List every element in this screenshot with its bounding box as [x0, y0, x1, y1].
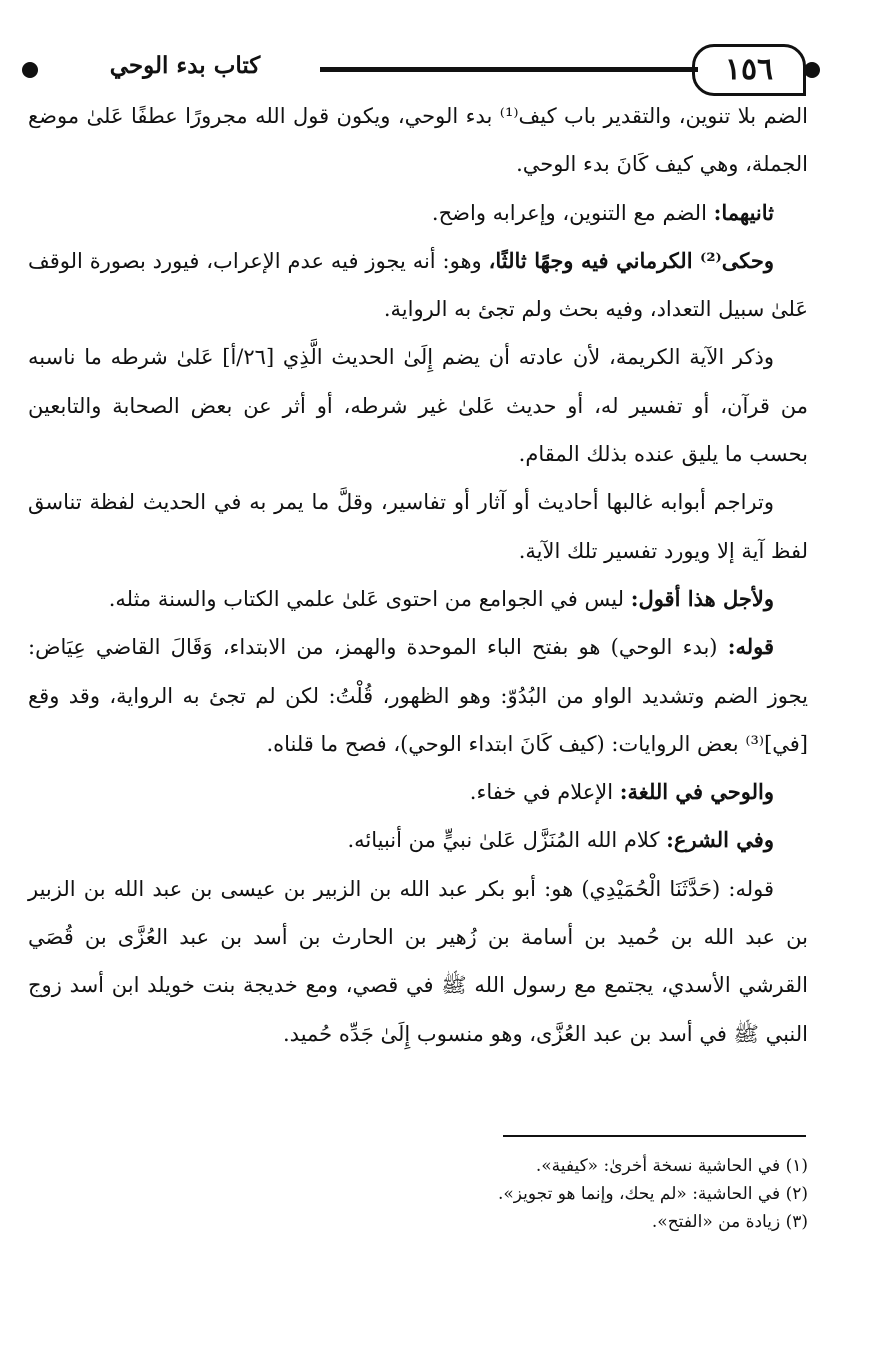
- page-number: ١٥٦: [692, 44, 806, 96]
- footnote: (١) في الحاشية نسخة أخرىٰ: «كيفية».: [535, 1156, 808, 1176]
- paragraph-text: قوله: (حَدَّثَنَا الْحُمَيْدِي) هو: أبو بكر عبد الله بن الزبير بن عيسى بن عبد الله بن الزبير بن عبد الله بن حُميد بن أسامة بن زُهير بن الحارث بن أسد بن عبد العُزَّى بن قُصَي القرشي الأسدي، يجتمع مع رسول الله ﷺ في قصي، ومع خديجة بنت خويلد ابن أسد زوج النبي ﷺ في أسد بن عبد العُزَّى، وهو منسوب إِلَىٰ جَدِّه حُميد.: [28, 876, 808, 1046]
- paragraph-text: وتراجم أبوابه غالبها أحاديث أو آثار أو تفاسير، وقلَّ ما يمر به في الحديث لفظة تناسق لفظ آية إلا ويورد تفسير تلك الآية.: [28, 490, 808, 563]
- running-header: [20, 22, 820, 96]
- footnote: (٢) في الحاشية: «لم يحك، وإنما هو تجويز».: [497, 1184, 808, 1205]
- paragraph: [28, 92, 808, 189]
- paragraph: [28, 478, 808, 575]
- paragraph-text: الضم مع التنوين، وإعرابه واضح.: [431, 200, 707, 225]
- paragraph: [28, 865, 808, 1058]
- paragraph-lead: والوحي في اللغة:: [619, 779, 774, 805]
- paragraph-lead: ثانيهما:: [713, 199, 774, 225]
- paragraph-lead: وحكى⁽²⁾ الكرماني فيه وجهًا ثالثًا،: [488, 247, 774, 273]
- header-ornament-left: [22, 62, 38, 78]
- paragraph-lead: وفي الشرع:: [666, 827, 774, 853]
- paragraph: [28, 575, 808, 623]
- chapter-title: كتاب بدء الوحي: [109, 52, 261, 79]
- paragraph: [28, 333, 808, 478]
- paragraph: [28, 237, 808, 334]
- paragraph-text: وهو: أنه يجوز فيه عدم الإعراب، فيورد بصورة الوقف عَلىٰ سبيل التعداد، وفيه بحث ولم تجئ به الرواية.: [28, 248, 808, 322]
- paragraph-lead: ولأجل هذا أقول:: [630, 585, 774, 611]
- footnote: (٣) زيادة من «الفتح».: [651, 1212, 808, 1233]
- paragraph-text: الضم بلا تنوين، والتقدير باب كيف⁽¹⁾ بدء الوحي، ويكون قول الله مجرورًا عطفًا عَلىٰ موضع الجملة، وهي كيف كَانَ بدء الوحي.: [28, 104, 808, 177]
- paragraph-lead: قوله:: [727, 634, 774, 660]
- paragraph-text: (بدء الوحي) هو بفتح الباء الموحدة والهمز، من الابتداء، وَقَالَ القاضي عِيَاض: يجوز الضم وتشديد الواو من البُدُوّ: وهو الظهور، قُلْتُ: لكن لم تجئ به الرواية، وقد وقع [في]⁽³⁾ بعض الروايات: (كيف كَانَ ابتداء الوحي)، فصح ما قلناه.: [28, 635, 808, 756]
- paragraph: [28, 768, 808, 816]
- paragraph-text: كلام الله المُنَزَّل عَلىٰ نبيٍّ من أنبيائه.: [347, 828, 660, 853]
- footnote-separator: [503, 1135, 806, 1137]
- paragraph-text: وذكر الآية الكريمة، لأن عادته أن يضم إِلَىٰ الحديث الَّذِي [٢٦/أ] عَلىٰ شرطه ما ناسبه من قرآن، أو تفسير له، أو حديث عَلىٰ غير شرطه، أو أثر عن بعض الصحابة والتابعين بحسب ما يليق عنده بذلك المقام.: [28, 345, 808, 467]
- header-rule: [320, 67, 698, 72]
- footnotes: [28, 1152, 808, 1236]
- paragraph: [28, 623, 808, 768]
- paragraph: [28, 816, 808, 864]
- paragraph-text: ليس في الجوامع من احتوى عَلىٰ علمي الكتاب والسنة مثله.: [108, 586, 625, 611]
- paragraph-text: الإعلام في خفاء.: [469, 780, 614, 805]
- header-ornament-right: [804, 62, 820, 78]
- paragraph: [28, 189, 808, 237]
- main-text: [28, 92, 808, 1058]
